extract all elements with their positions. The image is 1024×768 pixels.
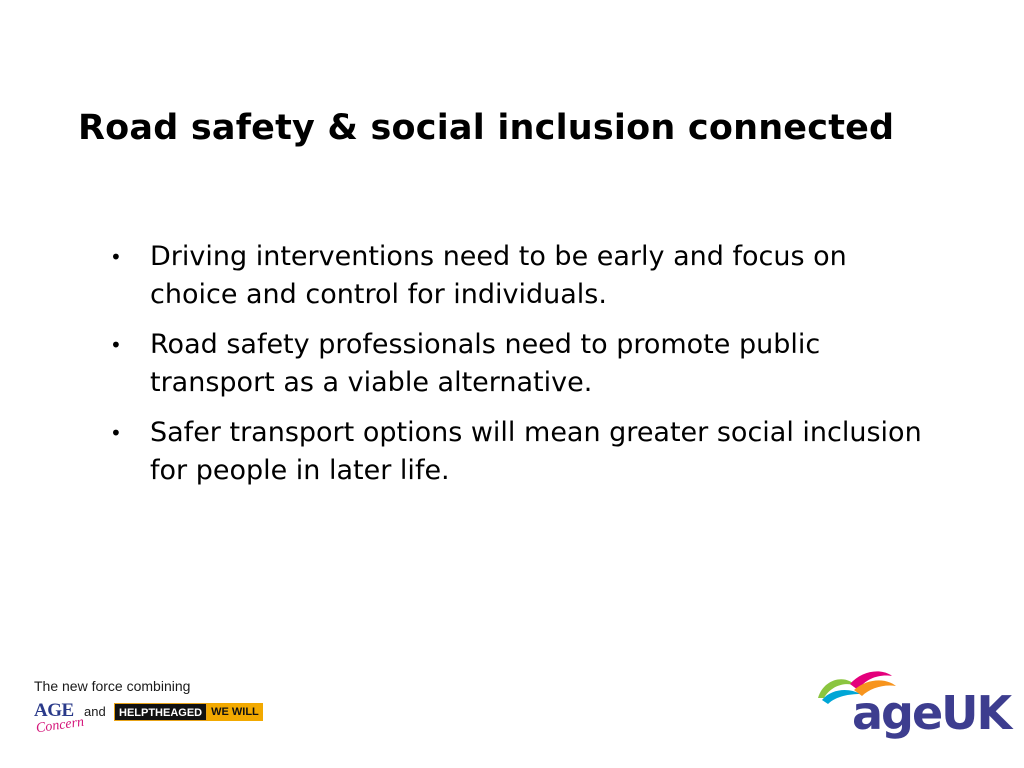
bullet-text: Safer transport options will mean greater social inclusion for people in later life. (150, 417, 922, 486)
help-the-aged-logo (114, 703, 263, 721)
bullet-marker: • (110, 245, 122, 269)
age-uk-wordmark: ageUK (852, 686, 1011, 740)
we-will-text: WE WILL (207, 703, 263, 721)
cobrand-logo (34, 678, 274, 748)
cobrand-tagline: The new force combining (34, 678, 191, 694)
age-concern-logo (34, 700, 85, 744)
age-concern-script: Concern (35, 714, 85, 737)
age-concern-word: AGE (34, 700, 74, 721)
bullet-marker: • (110, 421, 122, 445)
slide-title: Road safety & social inclusion connected (78, 108, 895, 148)
bullet-marker: • (110, 333, 122, 357)
bullet-item (110, 414, 940, 490)
bullet-text: Road safety professionals need to promote public transport as a viable alternative. (150, 329, 821, 398)
bullet-list (110, 238, 940, 502)
age-uk-logo (812, 664, 1011, 748)
bullet-text: Driving interventions need to be early and focus on choice and control for individuals. (150, 241, 847, 310)
help-the-aged-text: HELPTHEAGED (114, 703, 207, 721)
cobrand-and: and (84, 704, 106, 719)
bullet-item (110, 238, 940, 314)
bullet-item (110, 326, 940, 402)
